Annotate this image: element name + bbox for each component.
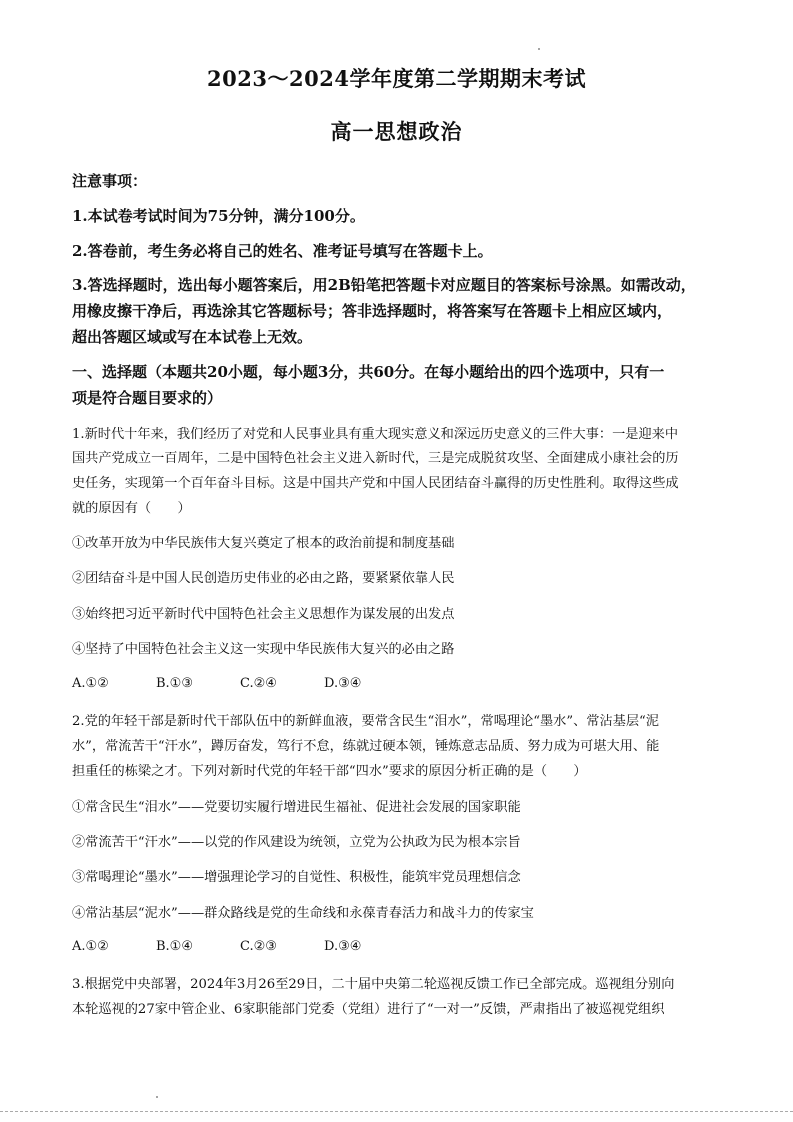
notice-item-3-line-3: 超出答题区域或写在本试卷上无效。	[72, 328, 313, 346]
q1-choice-b: B.①③	[156, 676, 193, 691]
notice-item-2: 2.答卷前，考生务必将自己的姓名、准考证号填写在答题卡上。	[72, 242, 493, 260]
q2-stem-line-1: 2.党的年轻干部是新时代干部队伍中的新鲜血液，要常含民生“泪水”，常喝理论“墨水”、常沾基层“泥	[72, 714, 659, 729]
q2-statement-1: ①常含民生“泪水”——党要切实履行增进民生福祉、促进社会发展的国家职能	[72, 800, 521, 815]
q1-choice-d: D.③④	[324, 676, 362, 691]
q2-choice-b: B.①④	[156, 939, 193, 954]
q2-statement-3: ③常喝理论“墨水”——增强理论学习的自觉性、积极性，能筑牢党员理想信念	[72, 870, 521, 885]
q1-stem-line-3: 史任务，实现第一个百年奋斗目标。这是中国共产党和中国人民团结奋斗赢得的历史性胜利。取得这些成	[72, 476, 679, 491]
q2-choice-a: A.①②	[72, 939, 109, 954]
q3-stem-line-2: 本轮巡视的27家中管企业、6家职能部门党委（党组）进行了“一对一”反馈，严肃指出了被巡视党组织	[72, 1002, 665, 1017]
q1-stem-line-4: 就的原因有（ ）	[72, 501, 191, 516]
q2-statement-4: ④常沾基层“泥水”——群众路线是党的生命线和永葆青春活力和战斗力的传家宝	[72, 906, 534, 921]
section-heading-line-1: 一、选择题（本题共20小题，每小题3分，共60分。在每小题给出的四个选项中，只有一	[72, 363, 665, 381]
notice-item-1: 1.本试卷考试时间为75分钟，满分100分。	[72, 207, 365, 225]
q2-stem-line-2: 水”，常流苦干“汗水”，蹲厉奋发，笃行不怠，练就过硬本领，锤炼意志品质、努力成为可堪大用、能	[72, 739, 660, 754]
q1-stem-line-1: 1.新时代十年来，我们经历了对党和人民事业具有重大现实意义和深远历史意义的三件大事：一是迎来中	[72, 427, 679, 442]
q2-statement-2: ②常流苦干“汗水”——以党的作风建设为统领，立党为公执政为民为根本宗旨	[72, 835, 521, 850]
q2-choice-d: D.③④	[324, 939, 362, 954]
notice-item-3-line-2: 用橡皮擦干净后，再选涂其它答题标号；答非选择题时，将答案写在答题卡上相应区域内，	[72, 302, 673, 320]
q1-choice-a: A.①②	[72, 676, 109, 691]
scan-speck	[538, 48, 540, 50]
q1-choice-c: C.②④	[240, 676, 277, 691]
q1-statement-4: ④坚持了中国特色社会主义这一实现中华民族伟大复兴的必由之路	[72, 642, 455, 657]
exam-subject: 高一思想政治	[330, 119, 463, 144]
page-bottom-rule	[0, 1111, 793, 1112]
q2-stem-line-3: 担重任的栋梁之才。下列对新时代党的年轻干部“四水”要求的原因分析正确的是（ ）	[72, 764, 587, 779]
q2-choice-c: C.②③	[240, 939, 277, 954]
q1-stem-line-2: 国共产党成立一百周年，二是中国特色社会主义进入新时代，三是完成脱贫攻坚、全面建成小康社会的历	[72, 451, 679, 466]
scan-speck	[156, 1096, 158, 1098]
section-heading-line-2: 项是符合题目要求的）	[72, 389, 223, 407]
notice-item-3-line-1: 3.答选择题时，选出每小题答案后，用2B铅笔把答题卡对应题目的答案标号涂黑。如需改动，	[72, 276, 696, 294]
notice-heading: 注意事项：	[72, 172, 148, 190]
q1-statement-1: ①改革开放为中华民族伟大复兴奠定了根本的政治前提和制度基础	[72, 536, 455, 551]
q1-statement-3: ③始终把习近平新时代中国特色社会主义思想作为谋发展的出发点	[72, 607, 455, 622]
q1-statement-2: ②团结奋斗是中国人民创造历史伟业的必由之路，要紧紧依靠人民	[72, 571, 455, 586]
q3-stem-line-1: 3.根据党中央部署，2024年3月26至29日，二十届中央第二轮巡视反馈工作已全部完成。巡视组分别向	[72, 977, 675, 992]
exam-title: 2023～2024学年度第二学期期末考试	[207, 66, 586, 91]
